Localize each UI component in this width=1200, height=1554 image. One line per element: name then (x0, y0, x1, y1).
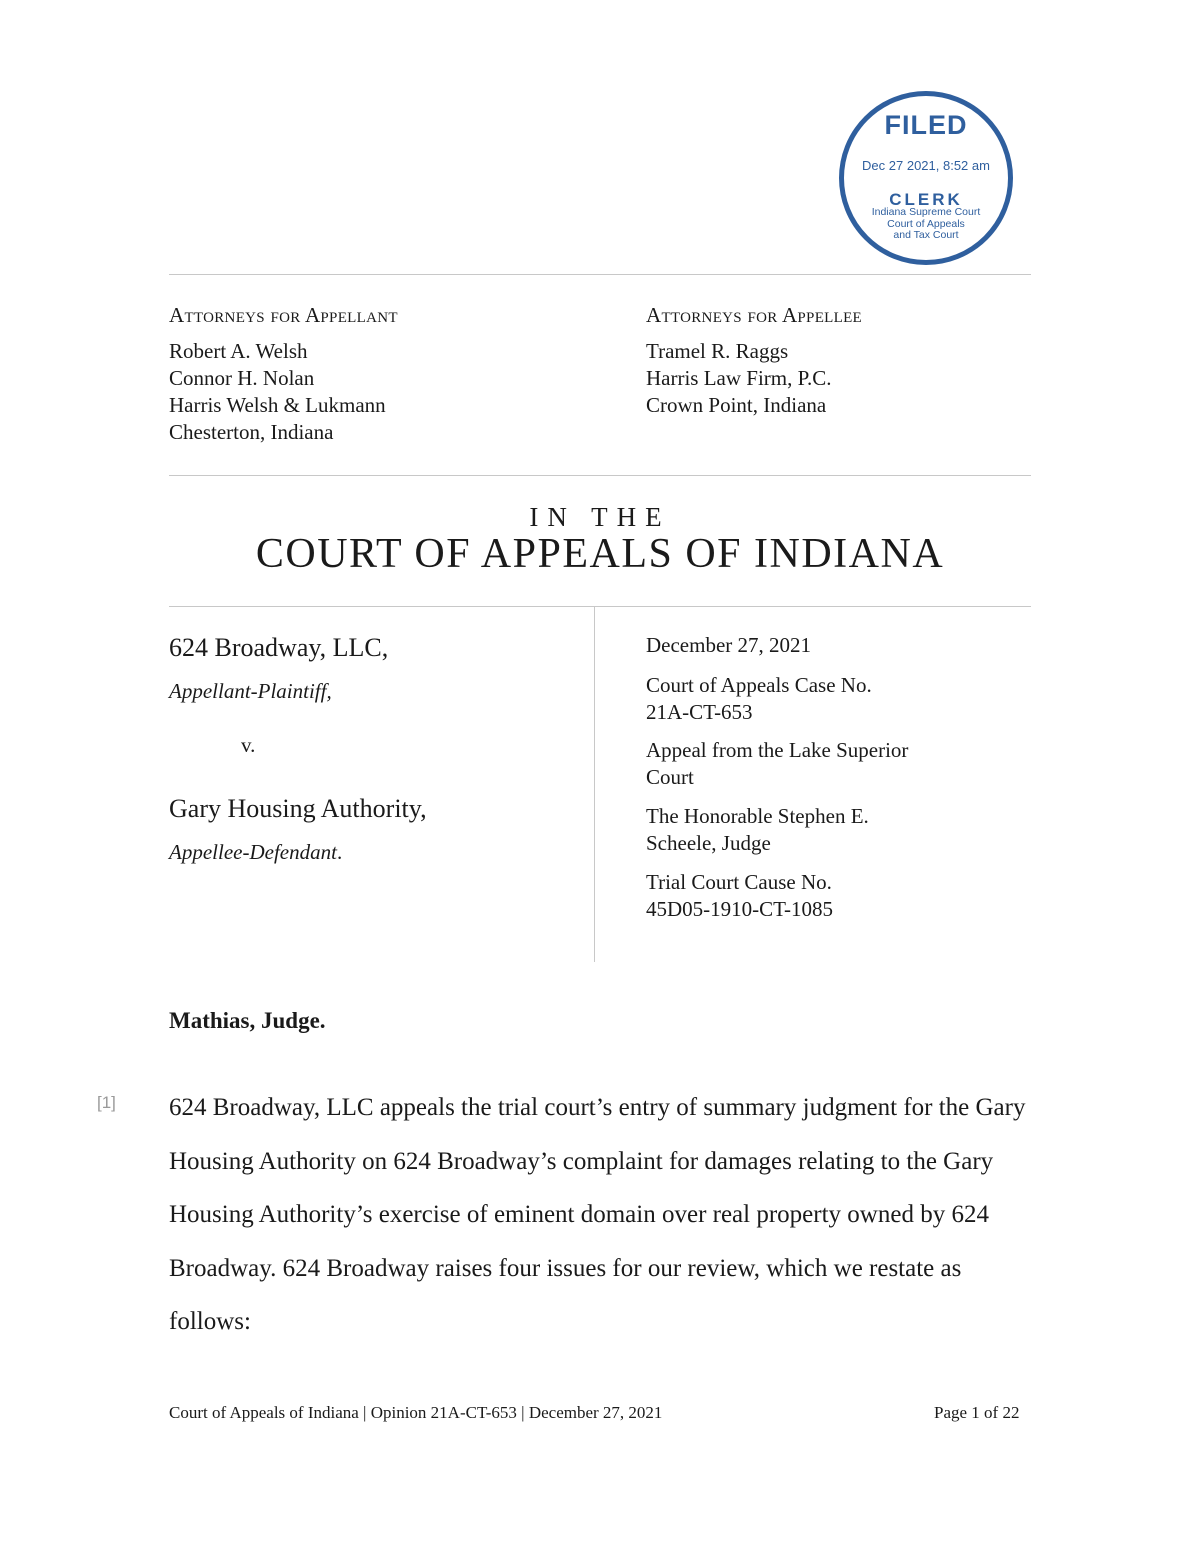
trial-judge-line: Scheele, Judge (646, 831, 771, 855)
trial-judge-line: The Honorable Stephen E. (646, 804, 869, 828)
appellee-role-period: . (336, 840, 343, 864)
stamp-line: Court of Appeals (887, 217, 965, 230)
attorney-line: Robert A. Welsh (169, 339, 308, 363)
attorney-line: Chesterton, Indiana (169, 420, 334, 444)
appellee-name: Gary Housing Authority, (169, 794, 427, 823)
case-number-block (646, 672, 872, 726)
caption-vertical-divider (594, 607, 595, 962)
decision-date: December 27, 2021 (646, 633, 812, 657)
appellant-name: 624 Broadway, LLC, (169, 633, 389, 662)
appeal-from-line: Court (646, 765, 694, 789)
divider-top (169, 274, 1031, 275)
cause-number: 45D05-1910-CT-1085 (646, 897, 834, 921)
stamp-line: and Tax Court (893, 229, 959, 241)
case-number: 21A-CT-653 (646, 700, 753, 724)
cause-number-label: Trial Court Cause No. (646, 870, 832, 894)
stamp-filed-text: FILED (884, 110, 968, 140)
appellee-attorneys (646, 303, 862, 419)
opinion-paragraph: 624 Broadway, LLC appeals the trial court’s entry of summary judgment for the Gary Housing Authority on 624 Broadway’s complaint for damages relating to the Gary Housing Authority’s exercise of eminent domain over real property owned by 624 Broadway. 624 Broadway raises four issues for our review, which we restate as follows: (169, 1094, 1026, 1335)
footer-page-number: Page 1 of 22 (934, 1403, 1020, 1422)
versus: v. (241, 733, 256, 757)
appellant-attorneys-list (169, 338, 398, 446)
filed-stamp (839, 91, 1013, 265)
attorney-line: Harris Law Firm, P.C. (646, 366, 832, 390)
court-heading-name: COURT OF APPEALS OF INDIANA (255, 531, 945, 577)
stamp-line: Indiana Supreme Court (871, 206, 981, 218)
divider-caption (169, 606, 1031, 607)
court-heading-in-the: IN THE (529, 502, 671, 532)
appellee-role-line (169, 840, 342, 865)
trial-judge-block (646, 803, 869, 857)
opinion-author: Mathias, Judge. (169, 1008, 326, 1033)
appellant-role: Appellant-Plaintiff, (169, 679, 332, 703)
stamp-date: Dec 27 2021, 8:52 am (862, 158, 990, 173)
appellee-role: Appellee-Defendant (169, 840, 337, 864)
footer-citation: Court of Appeals of Indiana | Opinion 21A-CT-653 | December 27, 2021 (169, 1403, 663, 1422)
appellant-attorneys-heading: Attorneys for Appellant (169, 303, 398, 327)
appellee-attorneys-heading: Attorneys for Appellee (646, 303, 863, 327)
attorney-line: Harris Welsh & Lukmann (169, 393, 386, 417)
attorney-line: Connor H. Nolan (169, 366, 315, 390)
paragraph-number: [1] (97, 1093, 116, 1112)
stamp-clerk: CLERK (889, 190, 963, 209)
divider-mid (169, 475, 1031, 476)
appellant-attorneys (169, 303, 398, 446)
appellee-attorneys-list (646, 338, 862, 419)
attorney-line: Tramel R. Raggs (646, 339, 789, 363)
appeal-from-line: Appeal from the Lake Superior (646, 738, 909, 762)
attorney-line: Crown Point, Indiana (646, 393, 827, 417)
cause-number-block (646, 869, 833, 923)
stamp-court-lines (858, 207, 994, 242)
appeal-from-block (646, 737, 908, 791)
case-number-label: Court of Appeals Case No. (646, 673, 872, 697)
